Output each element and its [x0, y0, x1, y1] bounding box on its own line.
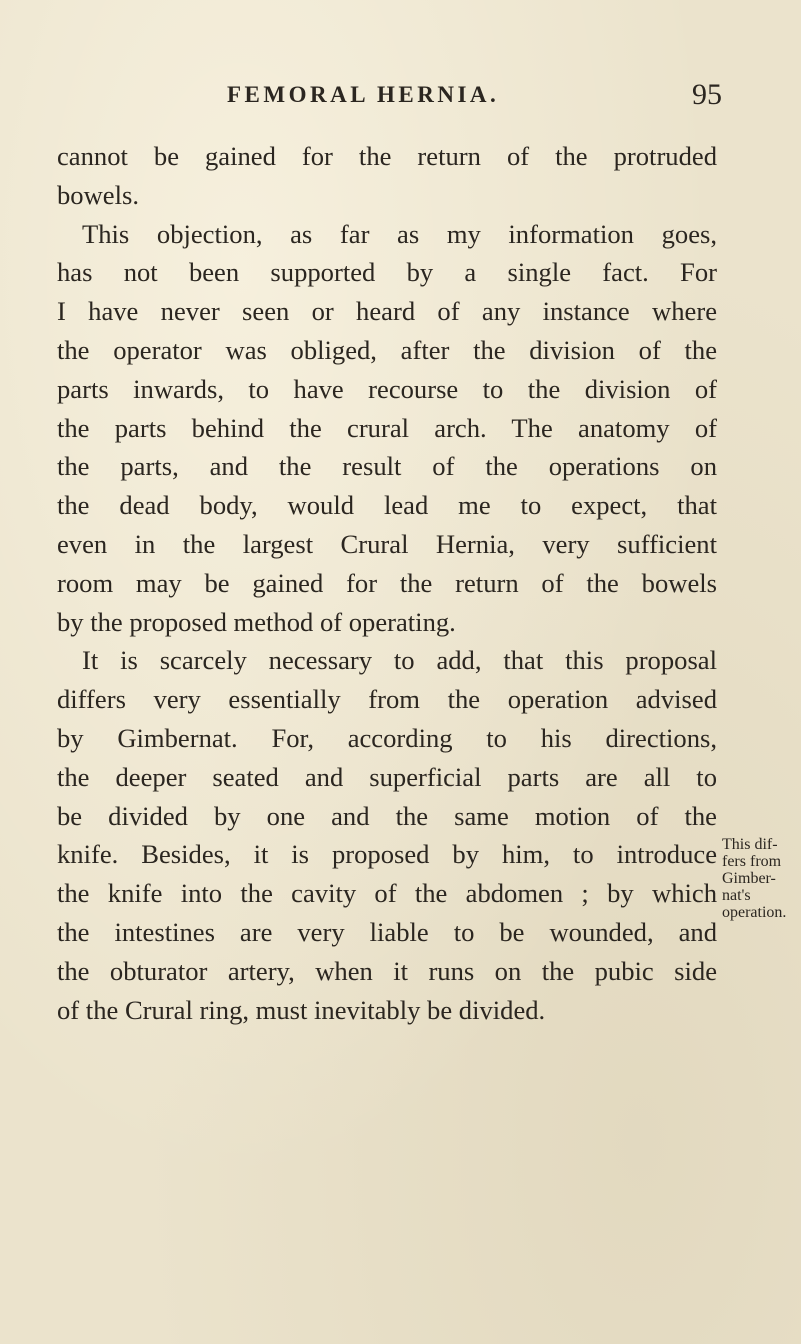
- marginal-note-line: Gimber-: [722, 870, 776, 887]
- text-line: has not been supported by a single fact. For: [57, 257, 717, 288]
- text-line: cannot be gained for the return of the protruded: [57, 141, 717, 171]
- text-line: the dead body, would lead me to expect, that: [57, 490, 717, 521]
- text-line: I have never seen or heard of any instance where: [57, 296, 717, 327]
- text-line: the obturator artery, when it runs on the pubic side: [57, 955, 717, 986]
- marginal-note: [722, 836, 801, 921]
- text-line: the deeper seated and superficial parts are all to: [57, 761, 717, 792]
- text-line: the parts, and the result of the operations on: [57, 451, 717, 482]
- text-line: the intestines are very liable to be wounded, and: [57, 916, 717, 947]
- marginal-note-line: This dif-: [722, 836, 778, 853]
- text-line: room may be gained for the return of the bowels: [57, 567, 717, 598]
- text-line: of the Crural ring, must inevitably be divided.: [57, 994, 546, 1025]
- text-line: by Gimbernat. For, according to his directions,: [57, 722, 717, 753]
- text-line: It is scarcely necessary to add, that this proposal: [82, 645, 717, 676]
- page-header: [0, 78, 801, 118]
- text-line: differs very essentially from the operation advised: [57, 684, 717, 715]
- text-line: be divided by one and the same motion of the: [57, 800, 717, 831]
- running-head: FEMORAL HERNIA.: [227, 82, 500, 107]
- text-line: This objection, as far as my information goes,: [82, 218, 717, 249]
- text-line: knife. Besides, it is proposed by him, to introduce: [57, 839, 717, 870]
- page-number: 95: [692, 78, 722, 111]
- text-line: by the proposed method of operating.: [57, 606, 456, 637]
- marginal-note-line: operation.: [722, 904, 787, 921]
- marginal-note-line: fers from: [722, 853, 782, 870]
- text-line: the knife into the cavity of the abdomen ; by which: [57, 878, 717, 909]
- text-line: the operator was obliged, after the division of the: [57, 334, 717, 365]
- text-line: bowels.: [57, 179, 139, 210]
- marginal-note-line: nat's: [722, 887, 751, 904]
- text-line: even in the largest Crural Hernia, very sufficient: [57, 528, 717, 559]
- body-text: [57, 137, 717, 1029]
- text-line: the parts behind the crural arch. The anatomy of: [57, 412, 717, 443]
- text-line: parts inwards, to have recourse to the division of: [57, 373, 717, 404]
